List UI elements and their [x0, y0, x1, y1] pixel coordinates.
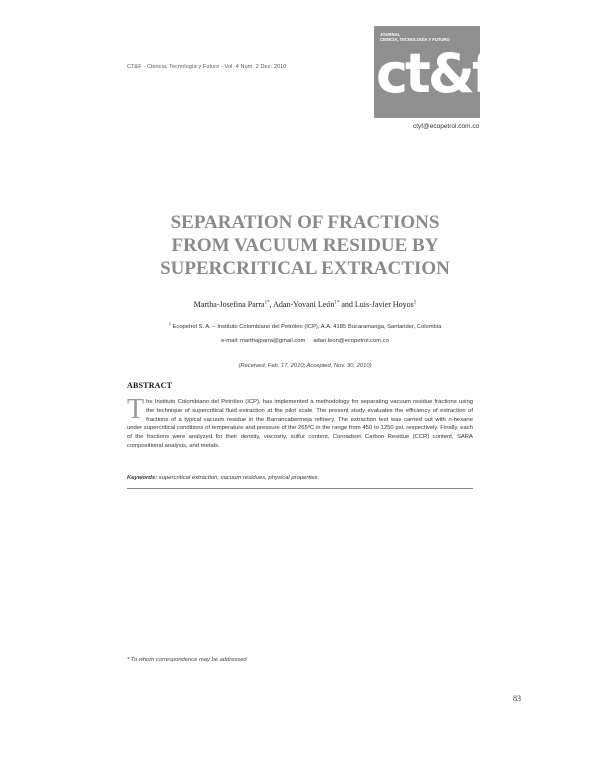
abstract-body — [127, 394, 473, 451]
abstract-heading: ABSTRACT — [127, 381, 173, 390]
received-dates: (Received, Feb. 17, 2010; Accepted, Nov. 30, 2010) — [238, 363, 372, 369]
correspondence-footnote: * To whom correspondence may be addressed — [127, 657, 247, 663]
keywords-text: supercritical extraction, vacuum residues, physical properties. — [157, 475, 320, 481]
logo-tagline-line-2: CIENCIA, TECNOLOGÍA Y FUTURO — [380, 37, 450, 42]
author-1: Martha-Josefina Parra — [193, 300, 265, 309]
keywords — [127, 475, 473, 481]
affiliation-marker: 1 — [168, 321, 171, 326]
title-line-3: SUPERCRITICAL EXTRACTION — [160, 258, 450, 279]
title-line-1: SEPARATION OF FRACTIONS — [170, 212, 440, 233]
abstract-text: he Instituto Colombiano del Petróleo (ICP), has implemented a methodology for separating vacuum residue fractions using the technique of supercritical fluid extraction at the pilot scale. The present study evaluates the efficiency of extraction of fractions of a typical vacuum residue in the Barrancabermeja refinery. The extraction test was carried out with n-hexane under supercritical conditions of temperature and pressure of the 265ºC in the range from 450 to 1250 psi, respectively. Finally, each of the fractions were analyzed for their density, viscosity, sulfur content, Conradson Carbon Residue (CCR) content, SARA compositional analysis, and metals. — [127, 399, 473, 449]
keywords-label: Keywords: — [127, 475, 158, 481]
journal-citation: CT&F - Ciencia, Tecnología y Futuro - Vol. 4 Num. 2 Dec. 2010 — [127, 64, 287, 70]
author-2-marker: 1* — [334, 300, 340, 306]
article-title — [100, 211, 510, 280]
contact-emails — [100, 338, 510, 344]
affiliation — [100, 321, 510, 330]
author-separator-1: , — [269, 300, 274, 309]
logo-tagline-line-1: JOURNAL — [380, 32, 401, 37]
title-line-2: FROM VACUUM RESIDUE BY — [171, 235, 439, 256]
author-1-marker: 1* — [264, 300, 270, 306]
abstract-dropcap: T — [127, 394, 145, 425]
logo-mark: ct&f — [376, 42, 493, 105]
affiliation-text: Ecopetrol S. A. – Instituto Colombiano del Petróleo (ICP), A.A. 4185 Bucaramanga, Santander, Colombia — [170, 323, 442, 330]
author-list — [100, 300, 510, 309]
journal-email: ctyf@ecopetrol.com.co — [413, 123, 480, 130]
journal-logo — [374, 26, 493, 118]
author-3: Luis-Javier Hoyos — [354, 300, 414, 309]
author-2: Adan-Yovani León — [273, 300, 335, 309]
page-number: 83 — [513, 694, 521, 703]
logo-tagline — [380, 32, 450, 42]
keywords-divider — [127, 488, 473, 489]
email-2[interactable]: adan.leon@ecopetrol.com.co — [313, 338, 389, 344]
email-1[interactable]: e-mail: marthajparra@gmail.com — [221, 338, 306, 344]
author-3-marker: 1 — [413, 300, 417, 306]
author-separator-2: and — [339, 300, 355, 309]
